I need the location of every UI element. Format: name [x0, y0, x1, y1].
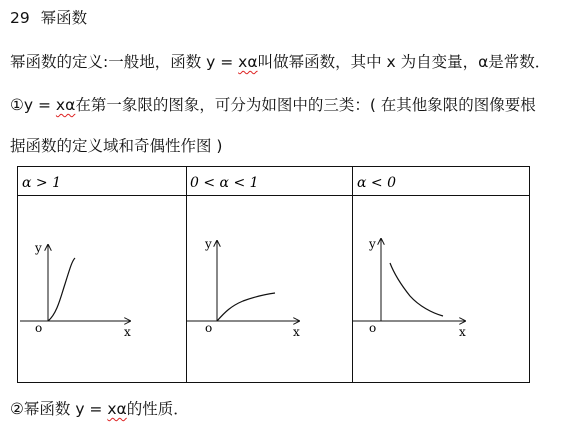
graph-table [17, 166, 530, 383]
definition-line [10, 52, 550, 72]
header-alpha-gt-1: α > 1 [22, 175, 61, 191]
curve-alpha-gt-1 [48, 258, 75, 321]
point2-pre: ②幂函数 y = [10, 400, 108, 418]
point1-post: 在第一象限的图象，可分为如图中的三类：( 在其他象限的图像要根 [75, 96, 536, 114]
table-grid [18, 167, 530, 383]
x-axis-label: x [293, 325, 300, 339]
y-axis-label: y [35, 241, 42, 255]
point2-expr: xα [107, 400, 127, 418]
point1-expr: xα [55, 96, 76, 114]
curve-alpha-lt-0 [390, 263, 443, 316]
origin-label: o [205, 321, 213, 335]
x-axis-label: x [124, 325, 131, 339]
graph-panel-3 [353, 237, 466, 339]
point2-post: 的性质． [126, 400, 189, 418]
point2-line [10, 399, 189, 419]
x-axis-label: x [459, 325, 466, 339]
definition-post: 叫做幂函数，其中 x 为自变量，α是常数． [257, 53, 551, 71]
definition-expr: xα [238, 53, 258, 71]
header-alpha-between-0-1: 0 < α < 1 [190, 175, 259, 191]
header-alpha-lt-0: α < 0 [357, 175, 396, 191]
point1-line [10, 95, 536, 115]
section-heading [10, 8, 87, 28]
section-title: 幂函数 [40, 9, 88, 27]
y-axis-label: y [369, 237, 376, 251]
origin-label: o [35, 321, 43, 335]
curve-alpha-between-0-1 [217, 293, 275, 321]
section-number: 29 [10, 9, 30, 27]
origin-label: o [369, 321, 377, 335]
point1-continuation [10, 136, 222, 156]
graph-panel-1 [20, 241, 131, 339]
point1-cont: 据函数的定义域和奇偶性作图 ) [10, 137, 223, 155]
graph-panel-2 [187, 237, 300, 339]
y-axis-label: y [205, 237, 212, 251]
definition-pre: 幂函数的定义:一般地，函数 y = [10, 53, 239, 71]
point1-pre: ①y = [10, 96, 56, 114]
